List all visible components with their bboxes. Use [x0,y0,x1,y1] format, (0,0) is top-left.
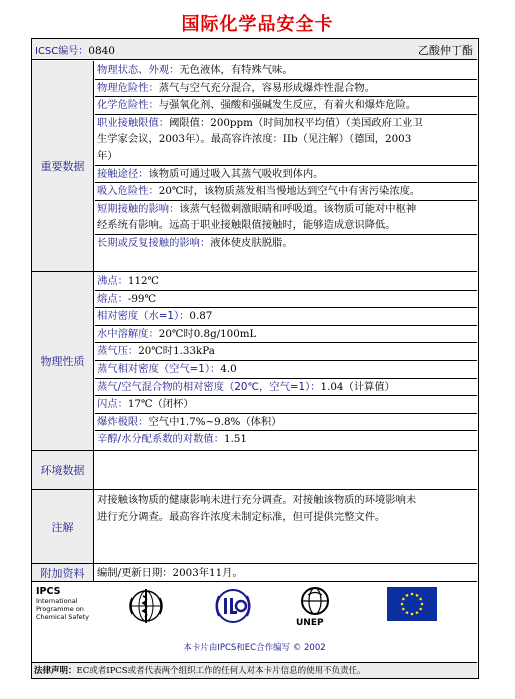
item-exposure-route: 接触途径：该物质可通过吸入其蒸气吸收到体内。 [95,166,477,184]
ipcs-title: IPCS [36,586,61,597]
eu-star-icon [402,608,405,611]
eu-star-icon [421,603,424,606]
prop-log-pow: 辛醇/水分配系数的对数值：1.51 [97,433,247,446]
legal-notice: 法律声明：EC或者IPCS或者代表两个组织工作的任何人对本卡片信息的使用不负责任。 [34,666,366,676]
icsc-number: 0840 [88,45,115,57]
item-physical-hazard: 物理危险性：蒸气与空气充分混合，容易形成爆炸性混合物。 [95,80,477,98]
card-title: 国际化学品安全卡 [181,14,334,35]
eu-star-icon [406,611,409,614]
unep-logo-icon [299,586,331,620]
additional-content: 编制/更新日期：2003年11月。 [97,567,243,579]
prop-boiling-point: 沸点：112℃ [95,273,477,291]
prop-solubility: 水中溶解度：20℃时0.8g/100mL [95,326,477,344]
eu-star-icon [419,598,422,601]
notes-label: 注解 [32,490,94,563]
prop-mixture-density: 蒸气/空气混合物的相对密度（20℃，空气=1）：1.04（计算值） [95,379,477,397]
notes-row [32,490,477,564]
ilo-logo-icon [210,586,256,626]
prop-explosive-limits: 爆炸极限：空气中1.7%~9.8%（体积） [95,414,477,432]
icsc-label: ICSC编号： [35,46,89,57]
eu-star-icon [401,603,404,606]
eu-star-icon [416,611,419,614]
physical-properties-content [95,272,477,450]
prop-vapour-pressure: 蒸气压：20℃时1.33kPa [95,343,477,361]
item-appearance: 物理状态、外观：无色液体，有特殊气味。 [95,62,477,80]
physical-properties-row [32,272,477,451]
eu-star-icon [402,598,405,601]
who-logo-icon [126,586,166,626]
unep-label: UNEP [296,618,324,628]
eu-star-icon [406,594,409,597]
eu-flag-icon [387,587,437,621]
chemical-name: 乙酸仲丁酯 [418,44,473,57]
header-row [32,39,477,60]
physical-properties-label: 物理性质 [32,272,94,450]
eu-star-icon [411,613,414,616]
card-table [31,38,479,679]
additional-row [32,564,477,582]
prop-melting-point: 熔点：-99℃ [95,291,477,309]
eu-star-icon [411,593,414,596]
prop-flash-point: 闪点：17℃（闭杯） [95,396,477,414]
important-data-row [32,61,477,272]
item-chemical-hazard: 化学危险性：与强氧化剂、强酸和强碱发生反应，有着火和爆炸危险。 [95,97,477,115]
item-long-term-effects: 长期或反复接触的影响：液体使皮肤脱脂。 [97,236,293,249]
important-data-content [95,61,477,271]
notes-content: 对接触该物质的健康影响未进行充分调查。对接触该物质的环境影响未 进行充分调查。最高容许浓度未制定标准，但可提供完整文件。 [97,494,417,523]
legal-row [32,663,477,678]
ipcs-block: IPCS International Programme on Chemical Safety [36,586,90,621]
prop-vapour-density: 蒸气相对密度（空气=1）：4.0 [95,361,477,379]
eu-star-icon [416,594,419,597]
item-exposure-limits: 职业接触限值：阈限值：200ppm（时间加权平均值）（美国政府工业卫 生学家会议，2003年）。最高容许浓度：IIb（见注解）（德国，2003 年） [95,115,477,166]
icsc-id [35,42,115,57]
environment-row [32,451,477,490]
logos-row [32,582,477,663]
item-inhalation-risk: 吸入危险性：20℃时，该物质蒸发相当慢地达到空气中有害污染浓度。 [95,183,477,201]
environment-content [95,451,477,489]
item-short-term-effects: 短期接触的影响：该蒸气轻微刺激眼睛和呼吸道。该物质可能对中枢神 经系统有影响。远高于职业接触限值接触时，能够造成意识降低。 [95,201,477,235]
prop-relative-density: 相对密度（水=1）：0.87 [95,308,477,326]
environment-label: 环境数据 [32,451,94,489]
credit-line: 本卡片由IPCS和EC合作编写 © 2002 [183,643,326,653]
important-data-label: 重要数据 [32,61,94,271]
additional-label: 附加资料 [32,564,94,581]
eu-star-icon [419,608,422,611]
